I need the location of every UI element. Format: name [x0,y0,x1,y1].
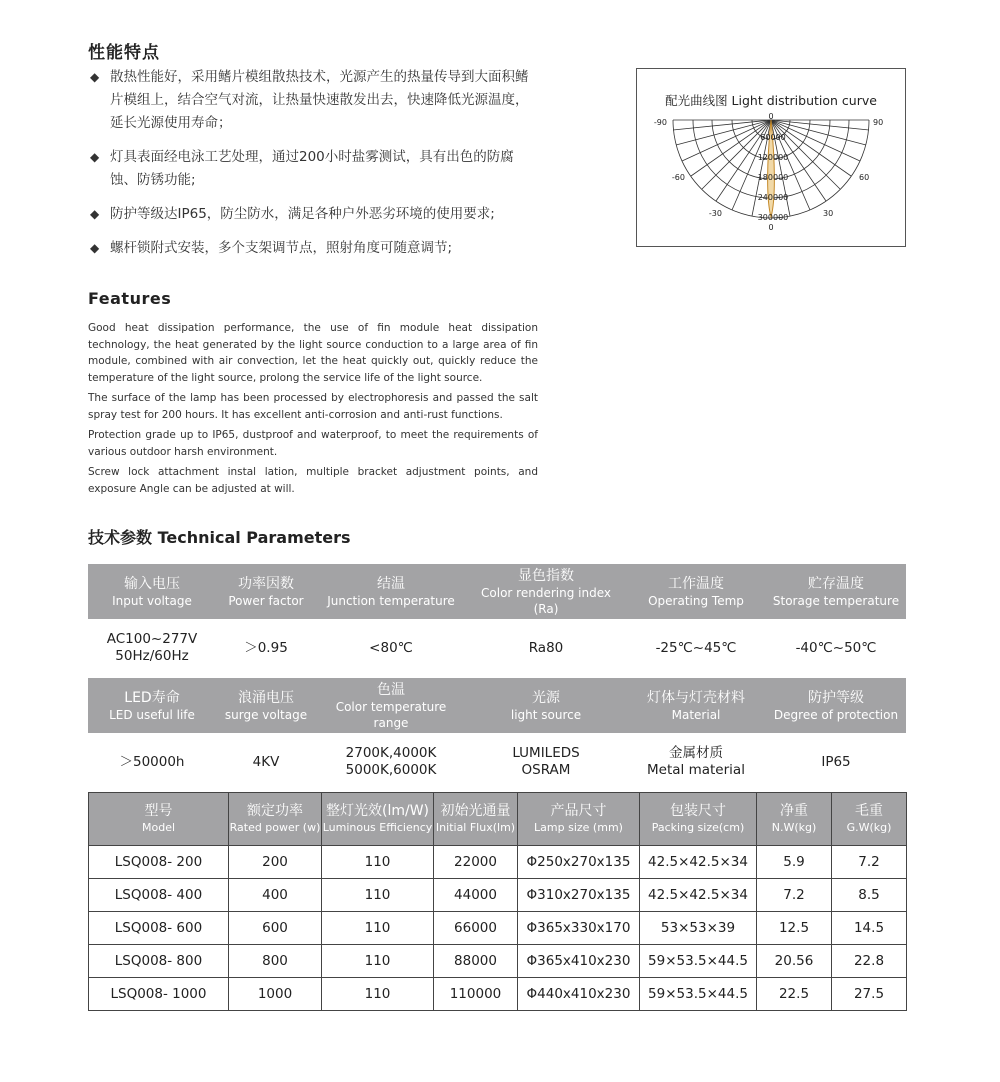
features-heading-cn: 性能特点 [88,43,160,63]
model-cell: 110 [322,879,434,912]
model-cell: 200 [229,846,322,879]
angle-label: 30 [823,209,834,218]
model-cell: 1000 [229,978,322,1011]
curve-title: 配光曲线图 Light distribution curve [665,93,877,108]
ring-label: 120000 [757,153,789,162]
model-cell: 110 [322,978,434,1011]
model-cell: Φ365x410x230 [518,945,640,978]
model-cell: 7.2 [757,879,832,912]
param-value: 金属材质 Metal material [647,745,745,778]
model-cell: 12.5 [757,912,832,945]
param-header: 功率因数 Power factor [228,575,304,608]
polar-spoke [673,120,771,130]
model-cell: Φ250x270x135 [518,846,640,879]
ring-label: 300000 [757,213,789,222]
polar-diagram [637,69,905,246]
diamond-bullet-icon: ◆ [90,70,100,84]
param-header: 防护等级 Degree of protection [773,689,899,722]
features-text-en [88,320,538,501]
model-cell: 22000 [434,846,518,879]
param-header: 结温 Junction temperature [327,575,455,608]
model-cell: 8.5 [832,879,907,912]
model-cell: 5.9 [757,846,832,879]
params-table-2 [88,678,906,791]
model-cell: 20.56 [757,945,832,978]
model-cell: 88000 [434,945,518,978]
feature-item: ◆ 防护等级达IP65，防尘防水，满足各种户外恶劣环境的使用要求; [88,203,538,226]
param-value: ＞0.95 [244,639,288,656]
param-value: Ra80 [528,639,564,656]
models-header-row [89,793,907,846]
model-cell: 59×53.5×44.5 [640,978,757,1011]
model-header: 整灯光效(lm/W) Luminous Efficiency [322,793,434,846]
ring-label: 180000 [757,173,789,182]
model-cell: Φ440x410x230 [518,978,640,1011]
model-cell: LSQ008- 600 [89,912,229,945]
model-cell: 110 [322,846,434,879]
param-value: AC100~277V 50Hz/60Hz [106,631,198,664]
model-header: 产品尺寸 Lamp size (mm) [518,793,640,846]
model-cell: 110 [322,945,434,978]
model-cell: 110 [322,912,434,945]
params-value-row [88,733,906,791]
table-row [89,978,907,1011]
param-header: 色温 Color temperature range [335,681,447,730]
model-header: 包装尺寸 Packing size(cm) [640,793,757,846]
model-cell: 22.5 [757,978,832,1011]
model-cell: 44000 [434,879,518,912]
angle-label: -30 [708,209,722,218]
model-cell: LSQ008- 1000 [89,978,229,1011]
model-cell: 42.5×42.5×34 [640,846,757,879]
ring-label: 240000 [757,193,789,202]
model-cell: 600 [229,912,322,945]
angle-label: 0 [768,112,774,121]
feature-paragraph: Good heat dissipation performance, the use of fin module heat dissipation technology, the heat generated by the light source conduction to a large area of fin module, combined with air convection, let the heat quickly out, quickly reduce the temperature of the light source, prolong the service life of the light source. [88,322,538,384]
table-row [89,879,907,912]
param-value: ＞50000h [119,753,185,770]
model-cell: LSQ008- 400 [89,879,229,912]
model-cell: 59×53.5×44.5 [640,945,757,978]
model-cell: 53×53×39 [640,912,757,945]
param-value: <80℃ [369,639,413,656]
feature-item: ◆ 散热性能好，采用鳍片模组散热技术，光源产生的热量传导到大面积鳍片模组上，结合空气对流，让热量快速散发出去，快速降低光源温度，延长光源使用寿命； [88,66,538,135]
param-header: LED寿命 LED useful life [109,689,195,722]
model-cell: 42.5×42.5×34 [640,879,757,912]
param-value: -25℃~45℃ [655,639,737,656]
model-header: 额定功率 Rated power (w) [229,793,322,846]
models-table [88,792,907,1011]
param-header: 贮存温度 Storage temperature [772,575,900,608]
param-header: 浪涌电压 surge voltage [224,689,308,722]
param-header: 工作温度 Operating Temp [648,575,744,608]
model-cell: 22.8 [832,945,907,978]
table-row [89,846,907,879]
feature-item: ◆ 螺杆锁附式安装，多个支架调节点，照射角度可随意调节; [88,237,538,260]
model-cell: 110000 [434,978,518,1011]
params-header-row [88,678,906,733]
diamond-bullet-icon: ◆ [90,150,100,164]
param-value: 4KV [252,753,280,770]
model-cell: 800 [229,945,322,978]
model-header: 毛重 G.W(kg) [832,793,907,846]
param-header: 输入电压 Input voltage [112,575,192,608]
model-cell: Φ310x270x135 [518,879,640,912]
feature-paragraph: Protection grade up to IP65, dustproof and waterproof, to meet the requirements of various outdoor harsh environment. [88,429,538,458]
angle-label: 60 [859,173,870,182]
params-header-row [88,564,906,619]
model-cell: 66000 [434,912,518,945]
technical-parameters-heading: 技术参数 Technical Parameters [88,528,351,547]
model-cell: 400 [229,879,322,912]
feature-paragraph: Screw lock attachment instal lation, multiple bracket adjustment points, and exposure Angle can be adjusted at will. [88,466,538,495]
angle-label: -60 [671,173,685,182]
model-cell: Φ365x330x170 [518,912,640,945]
feature-paragraph: The surface of the lamp has been processed by electrophoresis and passed the salt spray test for 200 hours. It has excellent anti-corrosion and anti-rust functions. [88,392,538,421]
param-value: 2700K,4000K 5000K,6000K [345,745,437,778]
diamond-bullet-icon: ◆ [90,207,100,221]
polar-spoke [771,120,869,130]
features-heading-en: Features [88,289,172,308]
model-cell: 14.5 [832,912,907,945]
angle-label: 0 [768,223,774,232]
param-header: 光源 light source [510,689,582,722]
angle-label: -90 [653,118,667,127]
diamond-bullet-icon: ◆ [90,241,100,255]
ring-label: 60000 [760,133,786,142]
model-header: 初始光通量 Initial Flux(lm) [434,793,518,846]
model-cell: 7.2 [832,846,907,879]
model-cell: LSQ008- 200 [89,846,229,879]
param-value: LUMILEDS OSRAM [512,745,580,778]
light-distribution-curve [636,68,906,247]
features-list-cn [88,66,538,271]
param-value: -40℃~50℃ [795,639,877,656]
model-cell: 27.5 [832,978,907,1011]
params-table-1 [88,564,906,677]
angle-label: 90 [873,118,884,127]
param-header: 显色指数 Color rendering index (Ra) [481,567,611,616]
table-row [89,945,907,978]
params-value-row [88,619,906,677]
model-cell: LSQ008- 800 [89,945,229,978]
param-value: IP65 [821,753,851,770]
model-header: 型号 Model [89,793,229,846]
table-row [89,912,907,945]
param-header: 灯体与灯壳材料 Material [647,689,745,722]
model-header: 净重 N.W(kg) [757,793,832,846]
feature-item: ◆ 灯具表面经电泳工艺处理，通过200小时盐雾测试，具有出色的防腐蚀、防锈功能; [88,146,538,192]
